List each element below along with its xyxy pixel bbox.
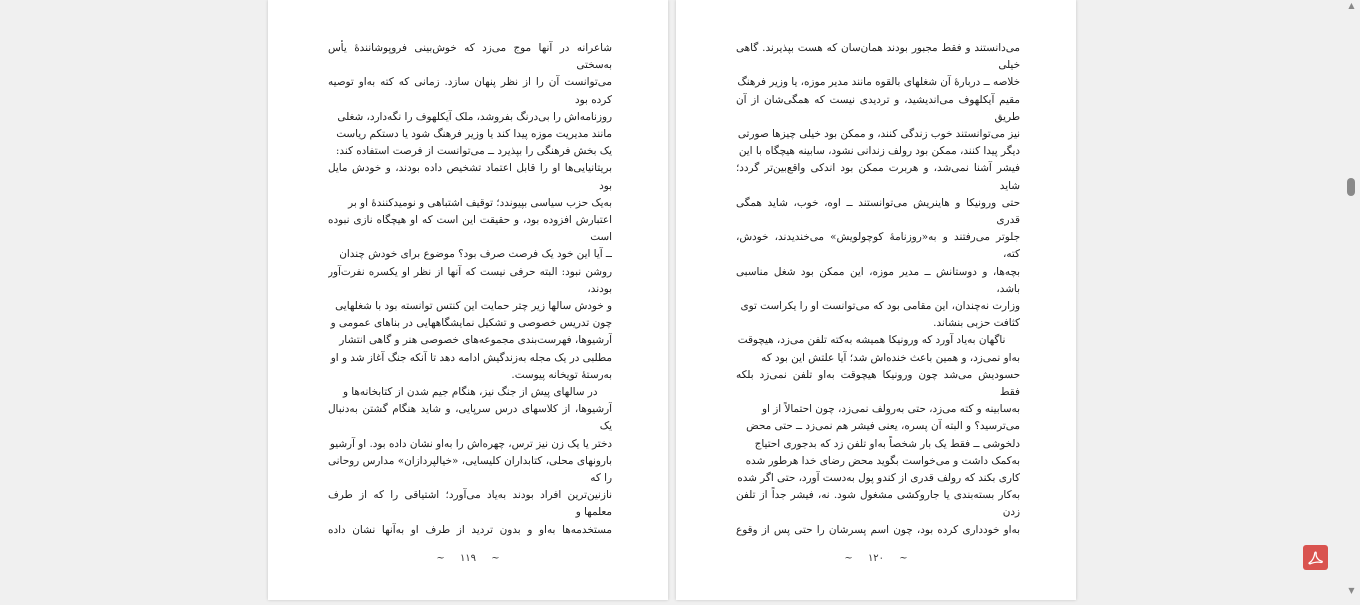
triangle-down-icon[interactable]: ▼	[1348, 586, 1355, 595]
page-text	[736, 40, 1020, 538]
vertical-scrollbar[interactable]	[1343, 0, 1360, 605]
page-number	[676, 553, 1076, 564]
page-text	[328, 40, 612, 538]
paragraph: در سالهای پیش از جنگ نیز، هنگام جیم شدن از کتابخانه‌ها و آرشیوها، از کلاسهای درس سرپایی، و شاید هنگام گشتن به‌دنبال یک دختر یا یک زن نیز ترس، چهره‌اش را به‌او نشان داده بود. او آرشیو بارونهای محلی، کتابداران کلیسایی، «خیالپردازان» مدارس روحانی را که نازنین‌ترین افراد بودند به‌یاد می‌آورد؛ اشتیاقی را که از طرف معلمها و مستخدمه‌ها به‌او و بدون تردید از طرف او به‌آنها نشان داده	[328, 386, 612, 536]
page-marker: ~	[436, 553, 445, 564]
triangle-up-icon[interactable]: ▲	[1348, 1, 1355, 10]
page-number	[268, 553, 668, 564]
paragraph: می‌دانستند و فقط مجبور بودند همان‌سان که هست بپذیرند. گاهی خیلی خلاصه ــ دربارهٔ آن شغلهای بالقوه مانند مدیر موزه، یا وزیر فرهنگ مقیم آیکلهوف می‌اندیشید، و تردیدی نیست که همگی‌شان از آن طریق نیز می‌توانستند خوب زندگی کنند، و ممکن بود خیلی چیزها صورتی دیگر پیدا کنند، ممکن بود رولف زندانی نشود، سابینه هیچگاه با این فیشر آشنا نمی‌شد، و هربرت ممکن بود اندکی واقع‌بین‌تر گردد؛ شاید حتی ورونیکا و هاینریش می‌توانستند ــ اوه، خوب، شاید همگی قدری جلوتر می‌رفتند و به‌«روزنامهٔ کوچولویش» می‌خندیدند، خودش، کته، بچه‌ها، و دوستانش ــ مدیر موزه، این ممکن بود شغل مناسبی باشد، وزارت نه‌چندان، این مقامی بود که می‌توانست او را یکراست توی کثافت حزبی بنشاند.	[736, 42, 1020, 330]
page-marker: ~	[844, 553, 853, 564]
scrollbar-thumb[interactable]	[1347, 178, 1355, 196]
page-number-value: ۱۱۹	[459, 553, 477, 564]
page-marker: ~	[899, 553, 908, 564]
paragraph: شاعرانه در آنها موج می‌زد که خوش‌بینی فروپوشانندهٔ یأس به‌سختی می‌توانست آن را از نظر پنهان سازد. زمانی که کته به‌او توصیه کرده بود روزنامه‌اش را بی‌درنگ بفروشد، ملک آیکلهوف را نگه‌دارد، شغلی مانند مدیریت موزه پیدا کند یا وزیر فرهنگ شود یا دستکم ریاست یک بخش فرهنگی را بپذیرد ــ می‌توانست از فرصت استفاده کند: بریتانیایی‌ها او را قابل اعتماد تشخیص داده بودند، و خودش مایل بود به‌یک حزب سیاسی بپیوندد؛ توقیف اشتباهی و نومیدکنندهٔ او بر اعتبارش افزوده بود، و حقیقت این است که او هیچگاه نازی نبوده است ــ آیا این خود یک فرصت صرف بود؟ موضوع برای خودش چندان روشن نبود: البته حرفی نیست که آنها از نظر او یکسره نفرت‌آور بودند، و خودش سالها زیر چتر حمایت این کنتس توانسته بود با شغلهایی چون تدریس خصوصی و تشکیل نمایشگاههایی در بناهای عمومی و آرشیوها، فهرست‌بندی مجموعه‌های خصوصی هنر و گاهی انتشار مطلبی در یک مجله به‌زندگیش ادامه دهد تا آنکه جنگ آغاز شد و او به‌رستهٔ تویخانه پیوست.	[328, 42, 612, 381]
page-marker: ~	[491, 553, 500, 564]
page-119	[268, 0, 668, 600]
paragraph: ناگهان به‌یاد آورد که ورونیکا همیشه به‌کته تلفن می‌زد، هیچوقت به‌او نمی‌زد، و همین باعث خنده‌اش شد؛ آیا علتش این بود که حسودیش می‌شد چون ورونیکا هیچوقت به‌او تلفن نمی‌زد بلکه فقط به‌سابینه و کته می‌زد، حتی به‌رولف نمی‌زد، چون احتمالاً از او می‌ترسید؟ و البته آن پسره، یعنی فیشر هم نمی‌زد ــ حتی محض دلخوشی ــ فقط یک بار شخصاً به‌او تلفن زد که بدجوری احتیاج به‌کمک داشت و می‌خواست بگوید محض رضای خدا هرطور شده کاری بکند که رولف قدری از کندو پول به‌دست آورد، حتی اگر شده به‌کار بسته‌بندی یا جاروکشی مشغول شود. نه، فیشر جداً از تلفن زدن به‌او خودداری کرده بود، چون اسم پسرشان را حتی پس از وقوع	[736, 334, 1020, 536]
page-number-value: ۱۲۰	[867, 553, 885, 564]
pdf-icon	[1307, 549, 1324, 566]
pdf-button[interactable]	[1303, 545, 1328, 570]
page-120	[676, 0, 1076, 600]
